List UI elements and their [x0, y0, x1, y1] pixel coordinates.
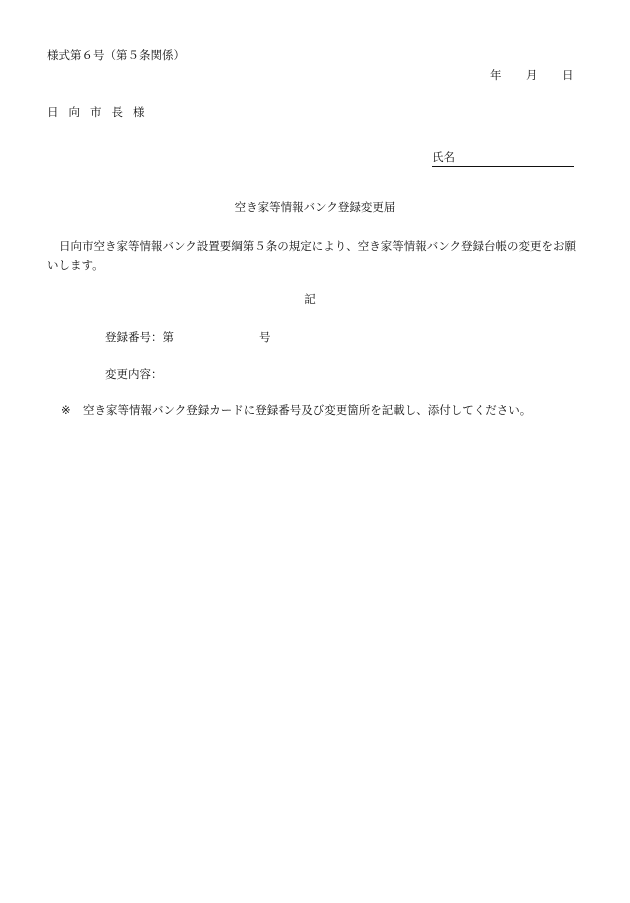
registration-number-row: [105, 332, 285, 346]
registration-number-label: 登録番号：第: [105, 330, 174, 344]
note-heading: 記: [304, 292, 316, 306]
name-field: [432, 152, 574, 167]
body-text: 日向市空き家等情報バンク設置要綱第５条の規定により、空き家等情報バンク登録台帳の変更をお願いします。: [47, 239, 577, 272]
document-title: 空き家等情報バンク登録変更届: [234, 200, 396, 214]
date-month-label: 月: [526, 68, 538, 82]
date-day-label: 日: [562, 68, 574, 82]
change-details-label: 変更内容：: [105, 367, 163, 381]
remark-text: 空き家等情報バンク登録カードに登録番号及び変更箇所を記載し、添付してください。: [83, 403, 532, 417]
registration-number-suffix: 号: [259, 330, 271, 344]
remark-mark: ※: [61, 403, 71, 417]
name-label: 氏名: [432, 150, 455, 164]
form-number: 様式第６号（第５条関係）: [47, 48, 185, 62]
date-year-label: 年: [490, 68, 502, 82]
addressee: 日向市長様: [47, 105, 155, 119]
date-line: [490, 70, 574, 84]
